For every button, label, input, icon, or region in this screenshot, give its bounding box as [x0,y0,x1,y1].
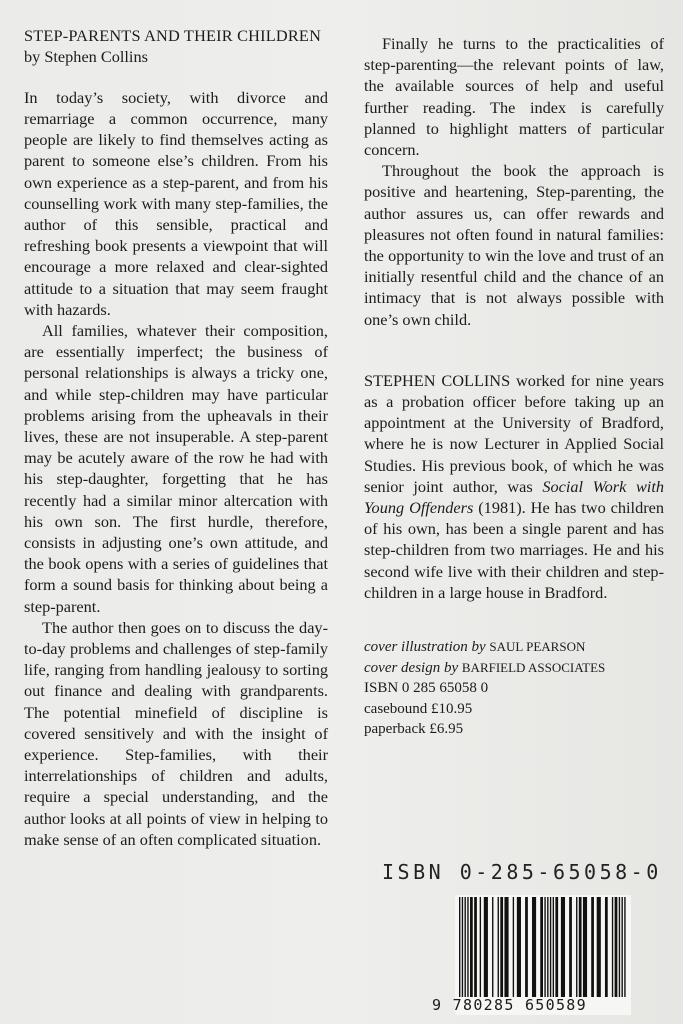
barcode-bar [591,897,594,997]
blurb-paragraph: All families, whatever their composition, are essentially imperfect; the business of personal relationships is always a tricky one, and while step-children may have particular problems arising from the upheavals in their lives, these are not insuperable. A step-parent may be acutely aware of the row he had with his step-daughter, forgetting that he has recently had a similar minor altercation with his own son. The first hurdle, therefore, consists in adjusting one’s own attitude, and the book opens with a series of guidelines that form a sound basis for thinking about being a step-parent. [24,320,328,616]
book-title: STEP-PARENTS AND THEIR CHILDREN [24,26,322,45]
blurb-paragraph: In today’s society, with divorce and remarriage a common occurrence, many people are likely to find themselves acting as parent to someone else’s children. From his own experience as a step-parent, and from his counselling work with many step-families, the author of this sensible, practical and refreshing book presents a viewpoint that will encourage a more relaxed and clear-sighted attitude to a situation that may seem fraught with hazards. [24,87,328,319]
isbn-code: ISBN 0-285-65058-0 [382,860,662,884]
barcode-bar [467,897,468,997]
blurb-paragraph: The author then goes on to discuss the day-to-day problems and challenges of step-family life, ranging from handling jealousy to sorting out finance and dealing with grandparents. The potential minefield of discipline is covered sensitively and with the insight of experience. Step-families, with their interrelationships of children and adults, require a special understanding, and the author looks at all points of view in helping to make sense of an often complicated situation. [24,617,328,849]
barcode-bar [612,897,613,997]
barcode-bar [561,897,565,997]
barcode-bar [621,897,622,997]
isbn-line: ISBN 0 285 65058 0 [364,680,489,697]
barcode-bar [544,897,545,997]
blurb-paragraph: Finally he turns to the practicalities of step-parenting—the relevant points of law, the available sources of help and useful further reading. The index is carefully planned to highlight matters of particular concern. [364,34,664,160]
barcode-bar [504,897,508,997]
casebound-price: casebound £10.95 [364,700,473,717]
barcode-bar [500,897,503,997]
barcode-bar [576,897,577,997]
barcode-bar [498,897,499,997]
barcode-bar [553,897,554,997]
barcode-digits: 9 780285 650589 [432,996,587,1014]
barcode-bar [532,897,536,997]
barcode-bar [465,897,466,997]
blurb-paragraph: Throughout the book the approach is positive and heartening, Step-parenting, the author assures us, can offer rewards and pleasures not often found in natural families: the opportunity to win the love and trust of an initially resentful child and the chance of an intimacy that is not always possible with one’s own child. [364,161,664,329]
barcode-bar [583,897,587,997]
barcode-bar [624,897,625,997]
author-bio [364,370,664,603]
barcode-bar [470,897,473,997]
barcode-bar [513,897,514,997]
barcode-bar [474,897,477,997]
bio-text: worked for nine years as a probation officer before taking up an appointment at the University of Bradford, where he is now Lecturer in Applied Social Studies. His previous book, of which he was senior joint author, was [364,370,664,496]
barcode-bar [597,897,601,997]
barcode-bar [462,897,463,997]
barcode-bar [579,897,582,997]
barcode-bar [615,897,618,997]
illustration-credit: cover illustration by SAUL PEARSON [364,639,586,656]
bio-text: (1981). He has two children of his own, has been a single parent and has step-children from two marriages. He and his second wife live with their children and step-children in a large house in Bradford. [364,498,665,602]
barcode-bar [459,897,460,997]
author-name: STEPHEN COLLINS [364,370,511,390]
barcode-bar [547,897,548,997]
barcode-bars [455,895,631,999]
barcode-bar [540,897,543,997]
byline: by Stephen Collins [24,46,148,66]
previous-book-title: Social Work with Young Offenders [364,476,664,518]
barcode-bar [484,897,488,997]
barcode-bar [605,897,608,997]
barcode-bar [517,897,521,997]
barcode-bar [492,897,493,997]
barcode-bar [569,897,572,997]
left-column [24,26,328,850]
paperback-price: paperback £6.95 [364,721,464,738]
right-column [364,33,664,740]
barcode-bar [619,897,620,997]
credits [364,637,664,740]
barcode-bar [555,897,558,997]
design-credit: cover design by BARFIELD ASSOCIATES [364,659,606,676]
barcode-bar [550,897,551,997]
barcode-bar [480,897,481,997]
barcode-bar [525,897,528,997]
